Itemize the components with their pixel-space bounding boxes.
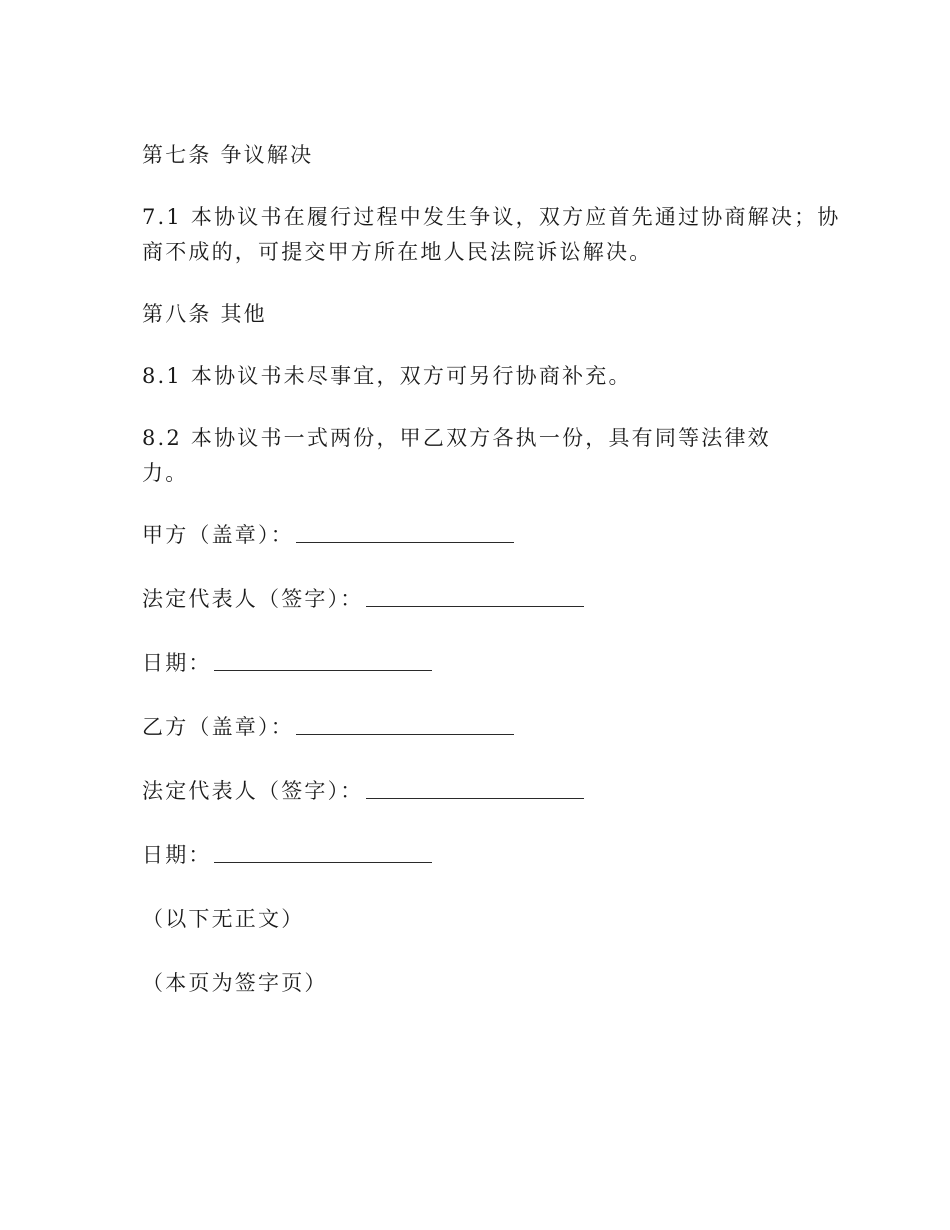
party-b-rep-label: 法定代表人（签字）： <box>142 779 364 803</box>
clause-7-1-line-1: 7.1 本协议书在履行过程中发生争议，双方应首先通过协商解决；协 <box>142 205 841 229</box>
party-b-seal-row <box>142 710 802 745</box>
party-b-seal-label: 乙方（盖章）： <box>142 715 294 739</box>
party-a-date-row <box>142 646 802 681</box>
party-b-date-blank <box>214 861 432 863</box>
party-a-rep-row <box>142 582 802 617</box>
clause-7-1-line-2: 商不成的，可提交甲方所在地人民法院诉讼解决。 <box>142 240 653 264</box>
party-a-rep-blank <box>366 605 584 607</box>
clause-7-1 <box>142 200 841 270</box>
party-a-seal-blank <box>296 541 514 543</box>
document-body <box>142 138 841 1030</box>
party-b-rep-blank <box>366 797 584 799</box>
party-b-rep-row <box>142 774 802 809</box>
article-7-heading: 第七条 争议解决 <box>142 143 314 167</box>
party-b-seal-blank <box>296 733 514 735</box>
party-a-rep-label: 法定代表人（签字）： <box>142 587 364 611</box>
party-a-date-blank <box>214 669 432 671</box>
no-text-below-note: （以下无正文） <box>142 907 305 931</box>
party-a-seal-label: 甲方（盖章）： <box>142 523 294 547</box>
article-8-heading: 第八条 其他 <box>142 302 267 326</box>
clause-8-2: 8.2 本协议书一式两份，甲乙双方各执一份，具有同等法律效力。 <box>142 426 771 485</box>
party-a-seal-row <box>142 518 802 553</box>
party-a-date-label: 日期： <box>142 651 212 675</box>
signature-page-note: （本页为签字页） <box>142 971 328 995</box>
clause-8-1: 8.1 本协议书未尽事宜，双方可另行协商补充。 <box>142 364 632 388</box>
party-b-date-row <box>142 838 802 873</box>
party-b-date-label: 日期： <box>142 843 212 867</box>
